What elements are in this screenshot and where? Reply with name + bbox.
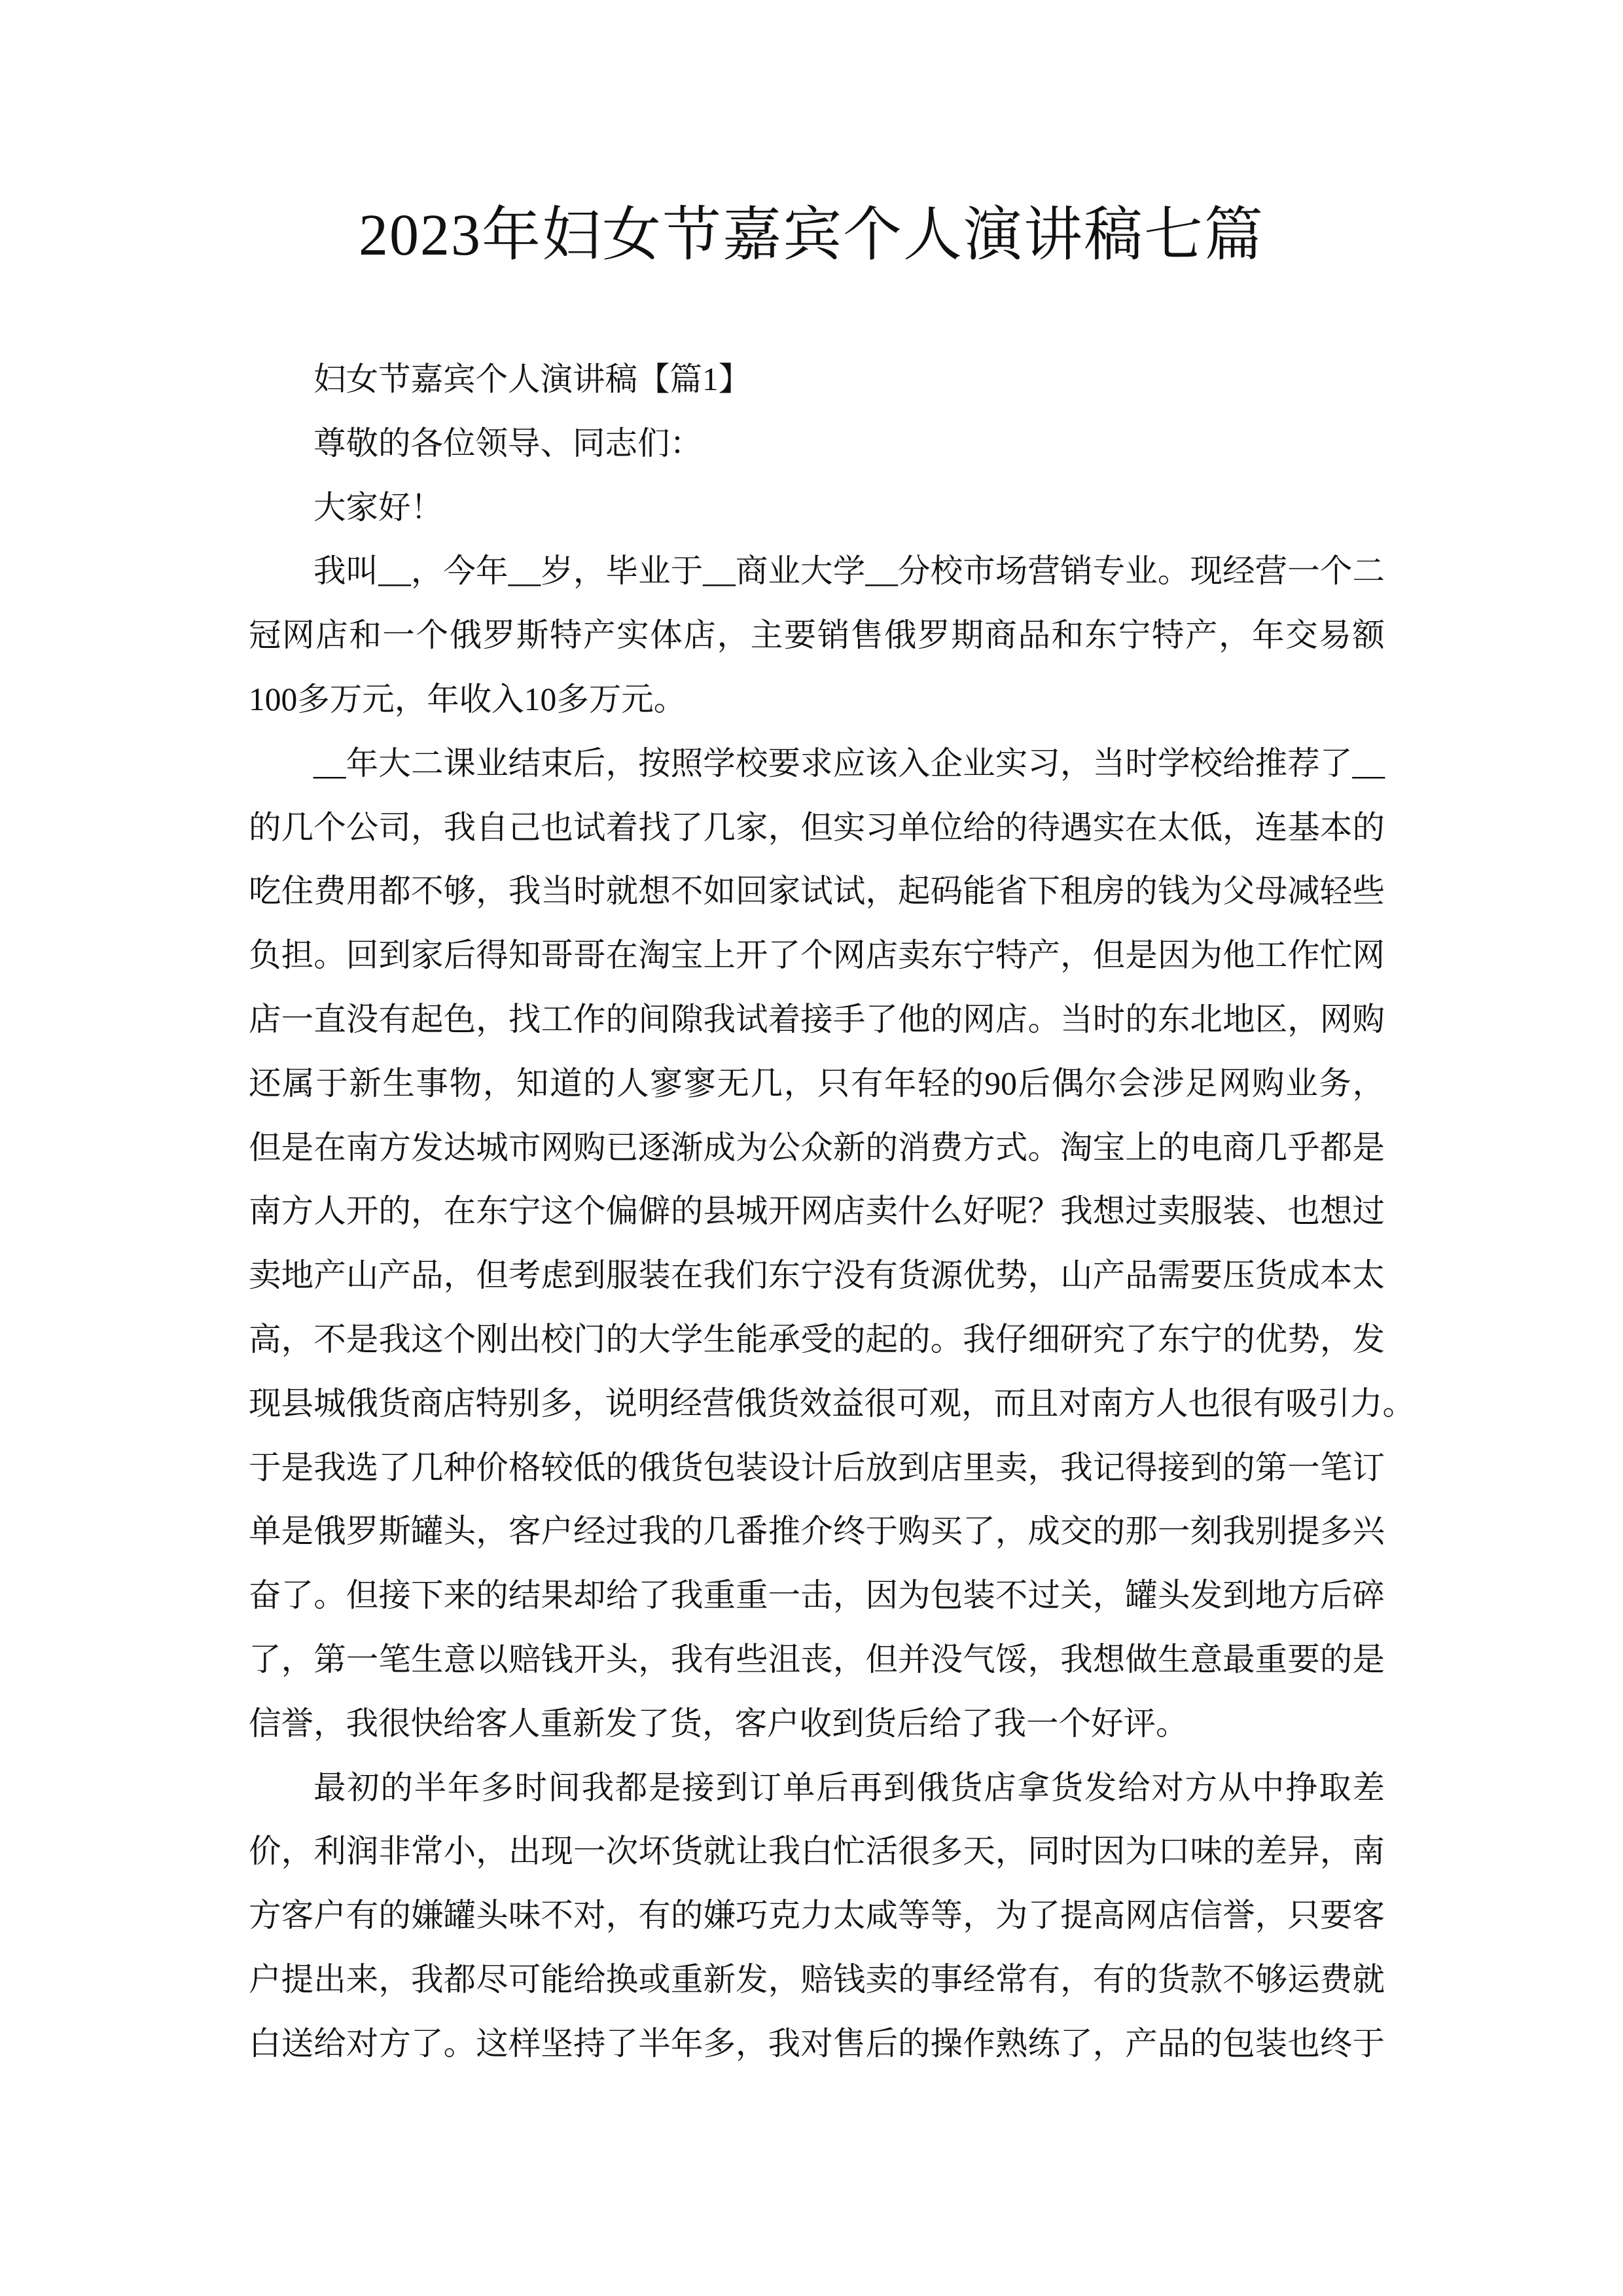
text-line: 店一直没有起色，找工作的间隙我试着接手了他的网店。当时的东北地区，网购 (249, 1001, 1385, 1037)
text-line: 方客户有的嫌罐头味不对，有的嫌巧克力太咸等等，为了提高网店信誉，只要客 (249, 1897, 1385, 1934)
text-line: 100多万元，年收入10多万元。 (249, 681, 687, 717)
text-line: 了，第一笔生意以赔钱开头，我有些沮丧，但并没气馁，我想做生意最重要的是 (249, 1641, 1385, 1677)
text-line: 户提出来，我都尽可能给换或重新发，赔钱卖的事经常有，有的货款不够运费就 (249, 1961, 1385, 1998)
text-line: 于是我选了几种价格较低的俄货包装设计后放到店里卖，我记得接到的第一笔订 (249, 1449, 1385, 1486)
greeting: 大家好！ (313, 489, 443, 526)
text-line: 现县城俄货商店特别多，说明经营俄货效益很可观，而且对南方人也很有吸引力。 (249, 1385, 1415, 1422)
salutation: 尊敬的各位领导、同志们： (313, 425, 702, 461)
section-heading: 妇女节嘉宾个人演讲稿【篇1】 (313, 361, 751, 397)
text-line: 卖地产山产品，但考虑到服装在我们东宁没有货源优势，山产品需要压货成本太 (249, 1257, 1385, 1294)
text-line: 的几个公司，我自己也试着找了几家，但实习单位给的待遇实在太低，连基本的 (249, 809, 1385, 846)
text-line: 高，不是我这个刚出校门的大学生能承受的起的。我仔细研究了东宁的优势，发 (249, 1321, 1385, 1357)
text-line: 吃住费用都不够，我当时就想不如回家试试，起码能省下租房的钱为父母减轻些 (249, 873, 1385, 910)
text-line: 南方人开的，在东宁这个偏僻的县城开网店卖什么好呢？我想过卖服装、也想过 (249, 1193, 1385, 1230)
text-line: 价，利润非常小，出现一次坏货就让我白忙活很多天，同时因为口味的差异，南 (249, 1833, 1385, 1870)
document-title: 2023年妇女节嘉宾个人演讲稿七篇 (359, 203, 1264, 268)
text-line: 信誉，我很快给客人重新发了货，客户收到货后给了我一个好评。 (249, 1705, 1188, 1742)
text-line: 冠网店和一个俄罗斯特产实体店，主要销售俄罗期商品和东宁特产，年交易额 (249, 617, 1385, 654)
text-line: __年大二课业结束后，按照学校要求应该入企业实习，当时学校给推荐了__ (313, 745, 1385, 781)
text-line: 还属于新生事物，知道的人寥寥无几，只有年轻的90后偶尔会涉足网购业务， (249, 1065, 1385, 1102)
text-line: 单是俄罗斯罐头，客户经过我的几番推介终于购买了，成交的那一刻我别提多兴 (249, 1513, 1385, 1550)
paragraph-3 (249, 1756, 1385, 2076)
text-line: 最初的半年多时间我都是接到订单后再到俄货店拿货发给对方从中挣取差 (313, 1769, 1385, 1806)
paragraph-1 (249, 539, 1385, 731)
text-line: 负担。回到家后得知哥哥在淘宝上开了个网店卖东宁特产，但是因为他工作忙网 (249, 937, 1385, 974)
text-line: 但是在南方发达城市网购已逐渐成为公众新的消费方式。淘宝上的电商几乎都是 (249, 1129, 1385, 1166)
text-line: 白送给对方了。这样坚持了半年多，我对售后的操作熟练了，产品的包装也终于 (249, 2025, 1385, 2062)
text-line: 我叫__，今年__岁，毕业于__商业大学__分校市场营销专业。现经营一个二 (313, 553, 1385, 590)
text-line: 奋了。但接下来的结果却给了我重重一击，因为包装不过关，罐头发到地方后碎 (249, 1577, 1385, 1614)
paragraph-2 (249, 732, 1415, 1756)
document-body (249, 348, 1415, 2076)
